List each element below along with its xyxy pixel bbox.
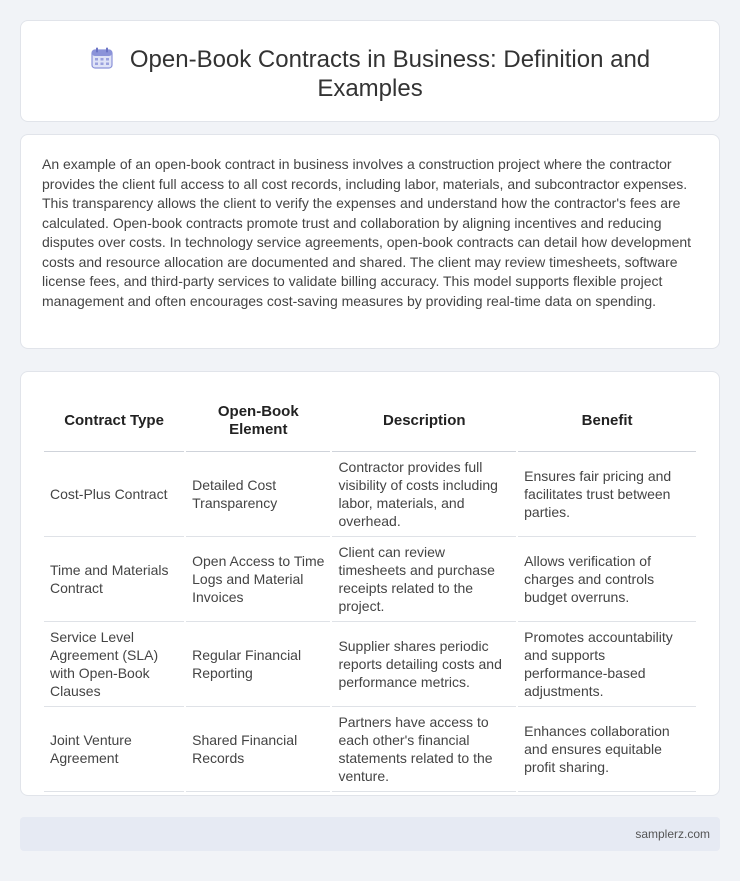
contracts-table [42, 390, 698, 792]
cell-description: Client can review timesheets and purchase receipts related to the project. [332, 537, 516, 622]
cell-open-book-element: Open Access to Time Logs and Material Invoices [186, 537, 330, 622]
table-card [20, 371, 720, 796]
table-header-row [44, 390, 696, 452]
cell-contract-type: Service Level Agreement (SLA) with Open-Book Clauses [44, 622, 184, 707]
cell-description: Supplier shares periodic reports detailing costs and performance metrics. [332, 622, 516, 707]
cell-benefit: Enhances collaboration and ensures equitable profit sharing. [518, 707, 696, 792]
table-row [44, 452, 696, 537]
page-title: Open-Book Contracts in Business: Definition and Examples [129, 46, 651, 102]
header-open-book-element: Open-Book Element [186, 390, 330, 452]
table-row [44, 622, 696, 707]
cell-contract-type: Time and Materials Contract [44, 537, 184, 622]
cell-open-book-element: Regular Financial Reporting [186, 622, 330, 707]
cell-description: Partners have access to each other's financial statements related to the venture. [332, 707, 516, 792]
title-card [20, 20, 720, 122]
header-description: Description [332, 390, 516, 452]
cell-description: Contractor provides full visibility of costs including labor, materials, and overhead. [332, 452, 516, 537]
cell-open-book-element: Detailed Cost Transparency [186, 452, 330, 537]
table-row [44, 707, 696, 792]
cell-contract-type: Cost-Plus Contract [44, 452, 184, 537]
page-title-wrap [21, 45, 719, 103]
footer-site-link[interactable]: samplerz.com [635, 827, 710, 841]
cell-contract-type: Joint Venture Agreement [44, 707, 184, 792]
calendar-icon [90, 46, 114, 70]
header-benefit: Benefit [518, 390, 696, 452]
footer-bar [20, 817, 720, 851]
header-contract-type: Contract Type [44, 390, 184, 452]
cell-open-book-element: Shared Financial Records [186, 707, 330, 792]
intro-paragraph: An example of an open-book contract in business involves a construction project where the contractor provides the client full access to all cost records, including labor, materials, and subcontractor expenses. This transparency allows the client to verify the expenses and understand how the contractor's fees are calculated. Open-book contracts promote trust and collaboration by aligning incentives and reducing disputes over costs. In technology service agreements, open-book contracts can detail how development costs and resource allocation are documented and shared. The client may review timesheets, software license fees, and third-party services to validate billing accuracy. This model supports flexible project management and often encourages cost-saving measures by providing real-time data on spending. [42, 156, 692, 309]
cell-benefit: Allows verification of charges and controls budget overruns. [518, 537, 696, 622]
cell-benefit: Ensures fair pricing and facilitates trust between parties. [518, 452, 696, 537]
cell-benefit: Promotes accountability and supports performance-based adjustments. [518, 622, 696, 707]
intro-card [20, 134, 720, 349]
table-row [44, 537, 696, 622]
